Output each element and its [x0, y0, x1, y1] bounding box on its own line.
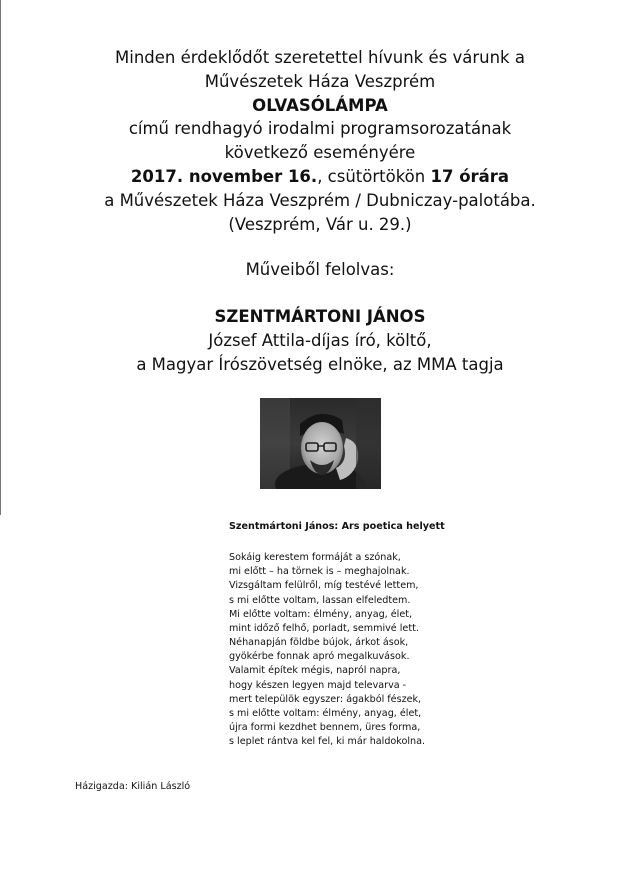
poem-line: Valamit építek mégis, napról napra, — [229, 665, 401, 677]
reads-label: Műveiből felolvas: — [245, 260, 395, 280]
poem-line: mint időző felhő, porladt, semmivé lett. — [229, 622, 419, 634]
author-portrait — [260, 398, 381, 489]
author-name: SZENTMÁRTONI JÁNOS — [214, 307, 426, 327]
poem-line: Sokáig kerestem formáját a szónak, — [229, 552, 401, 564]
poem-line: mert települök egyszer: ágakból fészek, — [229, 693, 422, 705]
event-day: , csütörtökön — [317, 166, 431, 186]
poem-line: s leplet rántva kel fel, ki már haldokolna. — [229, 736, 426, 748]
poem-line: gyökérbe fonnak apró megalkuvások. — [229, 651, 410, 663]
author-desc-2: a Magyar Írószövetség elnöke, az MMA tagja — [136, 354, 504, 374]
invite-line-4: című rendhagyó irodalmi programsorozatának — [128, 119, 512, 139]
program-title: OLVASÓLÁMPA — [252, 95, 388, 115]
event-venue: a Művészetek Háza Veszprém / Dubniczay-palotába. — [104, 190, 536, 210]
invitation-block — [0, 46, 640, 377]
poem-block — [229, 520, 445, 749]
invite-line-1: Minden érdeklődőt szeretettel hívunk és várunk a — [115, 48, 525, 67]
poem-line: mi előtt – ha törnek is – meghajolnak. — [229, 566, 410, 578]
author-desc-1: József Attila-díjas író, költő, — [208, 330, 432, 350]
poem-line: Néhanapján földbe bújok, árkot ások, — [229, 637, 409, 649]
poem-line: hogy készen legyen majd televarva - — [229, 679, 407, 691]
host-credit: Házigazda: Kilián László — [75, 781, 191, 792]
poem-line: újra formi kezdhet bennem, üres forma, — [229, 722, 421, 734]
event-date-line — [0, 165, 640, 189]
poem-line: s mi előtte voltam, lassan elfeledtem. — [229, 594, 411, 606]
poem-line: Vizsgáltam felülről, míg testévé lettem, — [229, 580, 419, 592]
poem-line: Mi előtte voltam: élmény, anyag, élet, — [229, 608, 413, 620]
poem-line: s mi előtte voltam: élmény, anyag, élet, — [229, 707, 422, 719]
event-time: 17 órára — [430, 166, 510, 186]
event-date: 2017. november 16. — [130, 166, 318, 186]
event-address: (Veszprém, Vár u. 29.) — [228, 214, 412, 234]
invite-line-5: következő eseményére — [224, 143, 416, 163]
invite-line-2: Művészetek Háza Veszprém — [204, 71, 436, 91]
poem-title: Szentmártoni János: Ars poetica helyett — [229, 521, 445, 532]
